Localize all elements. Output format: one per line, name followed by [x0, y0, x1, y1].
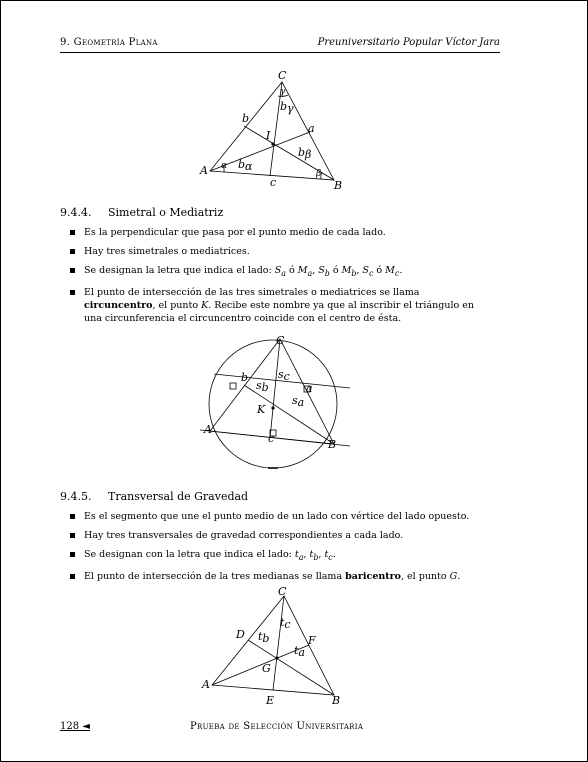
- label-beta: β: [316, 169, 322, 179]
- list-944: [60, 226, 490, 331]
- label-bis-b: bβ: [298, 146, 312, 161]
- label-side-c: c: [270, 176, 277, 189]
- footer-title: Prueba de Selección Universitaria: [190, 721, 364, 732]
- list-item: Se designan con la letra que indica el lado: $t_a$, $t_b$, $t_c$.: [60, 548, 490, 564]
- label-vertex-b: B: [332, 694, 341, 707]
- label-t-a: ta: [294, 644, 305, 659]
- label-side-a: a: [308, 122, 315, 135]
- section-title: Simetral o Mediatriz: [108, 206, 224, 219]
- list-item: Hay tres simetrales o mediatrices.: [60, 245, 490, 258]
- label-s-c: sc: [278, 368, 290, 383]
- circumcenter-point: [271, 406, 274, 409]
- list-item: El punto de intersección de las tres simetrales o mediatrices se llama circuncentro, el punto K. Recibe este nombre ya que al inscribir el triángulo en una circunferencia el circuncentro coincide con el centro de ésta.: [60, 286, 490, 325]
- label-side-b: b: [241, 371, 249, 384]
- list-item: Se designan la letra que indica el lado: $S_a$ ó $M_a$, $S_b$ ó $M_b$, $S_c$ ó $M_c$.: [60, 264, 490, 280]
- figure-centroid: [200, 584, 350, 710]
- label-mid-e: E: [266, 694, 275, 707]
- list-item: Hay tres transversales de gravedad correspondientes a cada lado.: [60, 529, 490, 542]
- label-vertex-c: C: [276, 334, 285, 347]
- section-number: 9.4.4.: [60, 206, 92, 219]
- list-item: Es la perpendicular que pasa por el punto medio de cada lado.: [60, 226, 490, 239]
- label-side-a: a: [306, 382, 313, 395]
- label-bis-a: bα: [238, 158, 253, 173]
- label-vertex-a: A: [200, 164, 208, 177]
- label-circumcenter: K: [257, 403, 266, 416]
- label-bis-c: bγ: [280, 100, 294, 115]
- label-side-c: c: [268, 432, 275, 445]
- triangle-abc: [210, 82, 334, 180]
- section-number: 9.4.5.: [60, 490, 92, 503]
- label-vertex-c: C: [278, 585, 287, 598]
- label-centroid: G: [262, 662, 271, 675]
- section-heading-945: [60, 490, 248, 503]
- triangle-abc: [212, 596, 334, 695]
- figure-circumcenter: [200, 330, 350, 475]
- incenter-point: [271, 142, 274, 145]
- figure-bisectors: [200, 66, 350, 194]
- label-vertex-b: B: [334, 179, 343, 192]
- list-item: El punto de intersección de la tres medianas se llama baricentro, el punto G.: [60, 570, 490, 583]
- label-mid-f: F: [308, 634, 316, 647]
- label-vertex-a: A: [202, 678, 210, 691]
- perp-bisector-c: [270, 339, 280, 438]
- median-b: [248, 640, 334, 695]
- list-945: [60, 510, 490, 589]
- label-t-b: tb: [258, 630, 270, 645]
- right-angle-b: [230, 383, 236, 389]
- book-title: Preuniversitario Popular Víctor Jara: [317, 37, 500, 48]
- label-side-b: b: [242, 112, 250, 125]
- median-c: [273, 596, 284, 690]
- chapter-title: 9. Geometría Plana: [60, 37, 158, 48]
- label-gamma: γ: [280, 87, 286, 97]
- triangle-abc: [210, 339, 334, 444]
- header-rule: [60, 52, 500, 53]
- label-t-c: tc: [280, 616, 291, 631]
- list-item: Es el segmento que une el punto medio de un lado con vértice del lado opuesto.: [60, 510, 490, 523]
- label-s-a: sa: [292, 394, 305, 409]
- label-mid-d: D: [236, 628, 245, 641]
- label-s-b: sb: [256, 379, 269, 394]
- page-number: 128 ◄: [60, 721, 90, 732]
- section-title: Transversal de Gravedad: [108, 490, 249, 503]
- label-vertex-c: C: [278, 69, 287, 82]
- section-heading-944: [60, 206, 223, 219]
- label-vertex-a: A: [204, 423, 212, 436]
- label-incenter: I: [266, 129, 271, 142]
- label-alpha: α: [221, 161, 228, 171]
- running-header: [60, 37, 500, 53]
- centroid-point: [275, 656, 278, 659]
- label-vertex-b: B: [328, 438, 337, 451]
